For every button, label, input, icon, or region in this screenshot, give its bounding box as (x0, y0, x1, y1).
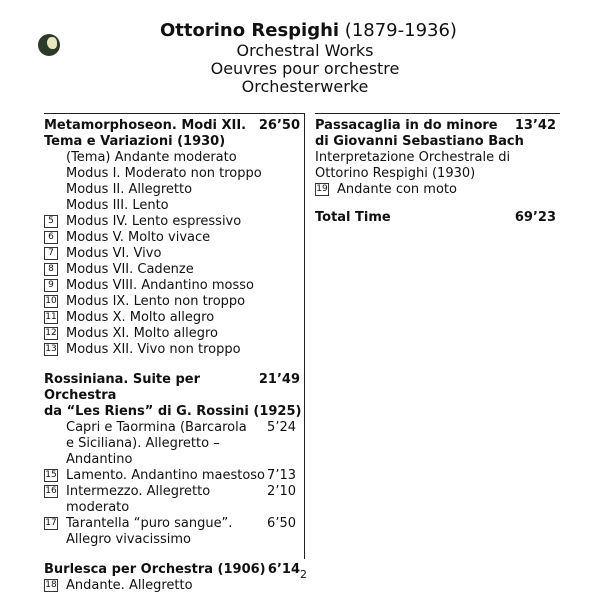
track-title: Modus XII. Vivo non troppo (66, 342, 241, 357)
track-number: 7 (44, 247, 58, 260)
composer-name: Ottorino Respighi (160, 20, 340, 41)
album-header (160, 20, 457, 96)
track-number (44, 183, 58, 196)
track-number: 5 (44, 215, 58, 228)
track-title: Modus II. Allegretto (66, 182, 193, 197)
track-title: (Tema) Andante moderato (66, 150, 237, 165)
track-row (44, 578, 304, 594)
track-number (44, 421, 58, 434)
track-row (44, 262, 304, 278)
work-subtitle: da “Les Riens” di G. Rossini (1925) (44, 404, 302, 419)
track-row (315, 182, 560, 198)
track-row (44, 182, 304, 198)
track-time: 7’13 (267, 468, 296, 483)
tracklist-right-column (315, 113, 560, 226)
page-number: 2 (300, 568, 307, 581)
subtitle-de: Orchesterwerke (241, 77, 369, 96)
track-row (44, 198, 304, 214)
track-number: 10 (45, 296, 57, 306)
work-subtitle: di Giovanni Sebastiano Bach (315, 134, 524, 149)
work-duration: 21’49 (258, 372, 300, 387)
track-title: Modus V. Molto vivace (66, 230, 211, 245)
track-number (44, 151, 58, 164)
track-row (44, 342, 304, 358)
track-time: 5’24 (267, 420, 296, 435)
track-title: Modus VIII. Andantino mosso (66, 278, 254, 293)
composer-line (160, 20, 457, 42)
track-number: 16 (45, 486, 57, 496)
work-heading (44, 118, 304, 134)
track-row (44, 516, 304, 548)
subtitle-en: Orchestral Works (236, 41, 374, 60)
track-row (44, 214, 304, 230)
track-title: Modus III. Lento (66, 198, 169, 213)
track-title-line: Tarantella “puro sangue”. (66, 516, 233, 531)
track-row (44, 150, 304, 166)
work-duration: 6’14 (267, 562, 300, 577)
work-title: Burlesca per Orchestra (1906) (44, 562, 266, 577)
track-title-line: Allegro vivacissimo (66, 532, 192, 547)
track-row (44, 484, 304, 516)
track-title: Modus IX. Lento non troppo (66, 294, 246, 309)
composer-dates: (1879-1936) (339, 20, 457, 41)
work-heading (315, 118, 560, 134)
work-rossiniana (44, 372, 304, 548)
work-heading (44, 562, 304, 578)
track-row (44, 294, 304, 310)
track-number: 18 (45, 580, 57, 590)
track-row (44, 230, 304, 246)
track-title (66, 420, 267, 468)
label-logo (38, 34, 60, 56)
track-number (44, 167, 58, 180)
work-passacaglia (315, 118, 560, 198)
total-time (315, 210, 560, 226)
track-number: 8 (44, 263, 58, 276)
track-title: Modus VI. Vivo (66, 246, 162, 261)
track-title: Andante con moto (337, 182, 457, 197)
track-title-line: Capri e Taormina (Barcarola (66, 420, 247, 435)
track-number: 17 (45, 518, 57, 528)
work-title: Passacaglia in do minore (315, 118, 498, 133)
track-row (44, 278, 304, 294)
track-number: 9 (44, 279, 58, 292)
track-title: Modus IV. Lento espressivo (66, 214, 242, 229)
track-title: Lamento. Andantino maestoso (66, 468, 265, 483)
track-time: 2’10 (267, 484, 296, 499)
work-subtitle: Tema e Variazioni (1930) (44, 134, 226, 149)
track-number (44, 199, 58, 212)
track-title (66, 516, 267, 548)
track-title: Modus I. Moderato non troppo (66, 166, 262, 181)
track-number: 11 (45, 312, 57, 322)
total-time-value: 69’23 (514, 210, 556, 225)
track-title: Intermezzo. Allegretto moderato (66, 484, 211, 515)
track-number: 19 (316, 184, 328, 194)
total-time-label: Total Time (315, 210, 391, 225)
track-row (44, 166, 304, 182)
subtitle-fr: Oeuvres pour orchestre (210, 59, 400, 78)
track-number: 12 (45, 328, 57, 338)
track-row (44, 468, 304, 484)
track-row (44, 246, 304, 262)
track-title: Andante. Allegretto (66, 578, 193, 593)
track-title-line: e Siciliana). Allegretto – Andantino (66, 436, 220, 467)
work-title: Metamorphoseon. Modi XII. (44, 118, 247, 133)
track-number: 13 (45, 344, 57, 354)
work-title: Rossiniana. Suite per Orchestra (44, 372, 201, 403)
track-row (44, 420, 304, 468)
track-time: 6’50 (267, 516, 296, 531)
track-title: Modus XI. Molto allegro (66, 326, 218, 341)
work-duration: 13’42 (514, 118, 556, 133)
track-title: Modus VII. Cadenze (66, 262, 194, 277)
track-row (44, 326, 304, 342)
tracklist-left-column (44, 113, 305, 593)
track-title: Modus X. Molto allegro (66, 310, 215, 325)
work-description: Interpretazione Orchestrale di Ottorino Respighi (1930) (315, 150, 511, 181)
work-heading (44, 372, 304, 404)
track-row (44, 310, 304, 326)
work-duration: 26’50 (258, 118, 300, 133)
track-number: 15 (45, 470, 57, 480)
work-burlesca (44, 562, 304, 594)
work-metamorphoseon (44, 118, 304, 358)
track-number: 6 (44, 231, 58, 244)
